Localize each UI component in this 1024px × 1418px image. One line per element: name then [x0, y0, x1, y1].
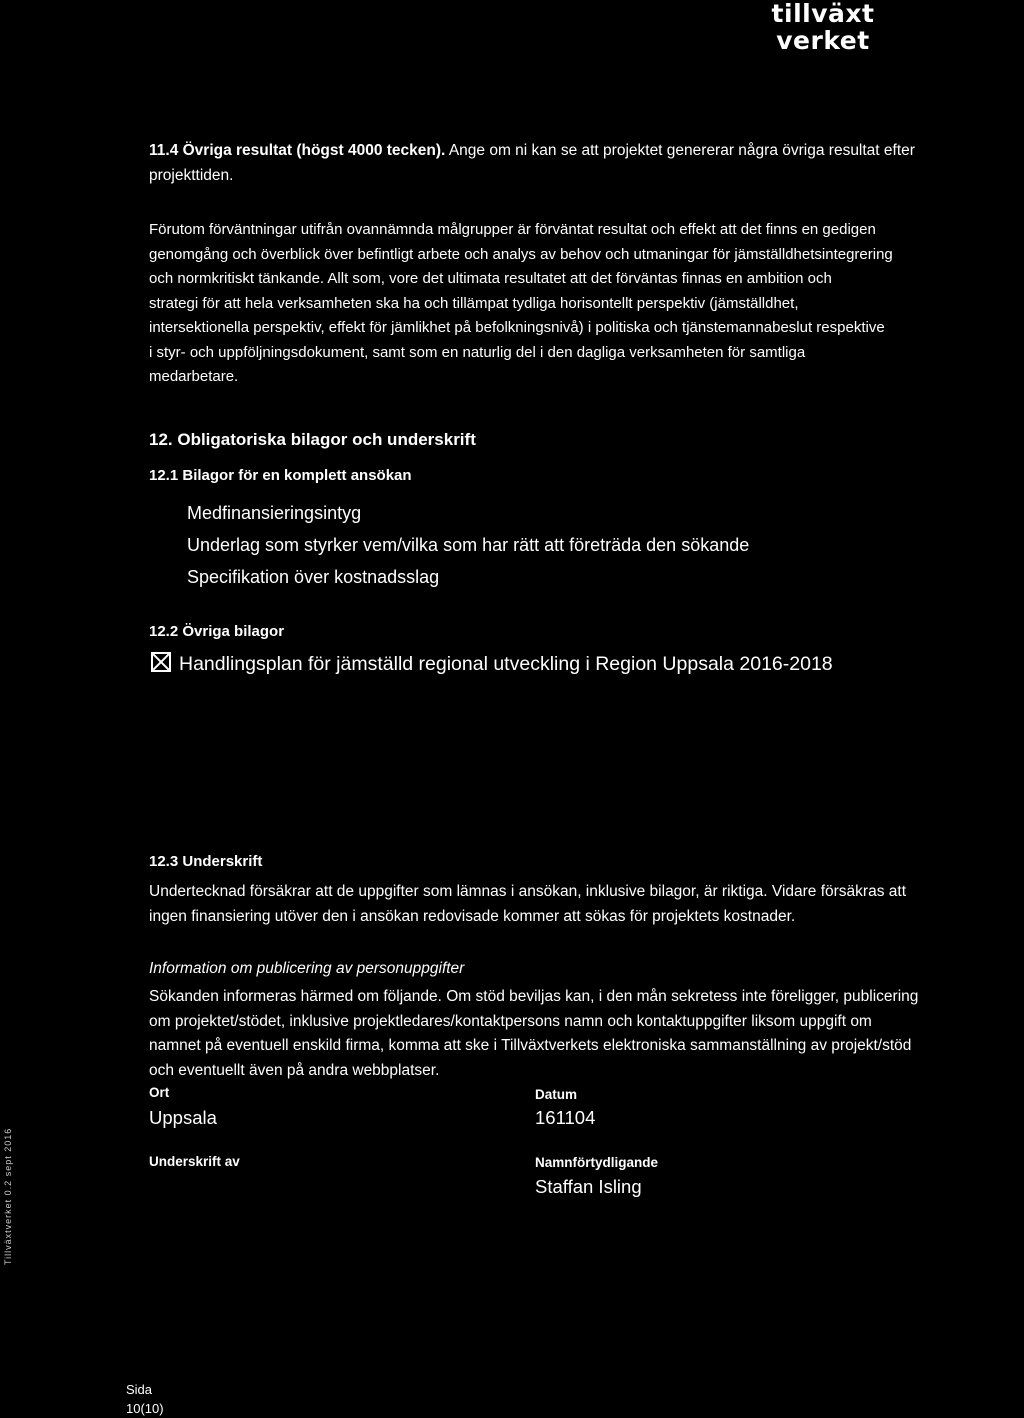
- attachment-item: Medfinansieringsintyg: [187, 503, 362, 523]
- publication-info-heading: Information om publicering av personuppgifter: [149, 960, 465, 977]
- info-line: Sökanden informeras härmed om följande. Om stöd beviljas kan, i den mån sekretess inte föreligger, publicering: [149, 988, 919, 1005]
- logo-line-2: verket: [776, 26, 870, 55]
- section-11-4-intro-line-1: Ange om ni kan se att projektet genererar några övriga resultat efter: [448, 142, 915, 159]
- declaration-line: ingen finansiering utöver den i ansökan redovisade kommer att sökas för projektets kostnader.: [149, 907, 796, 925]
- other-attachment-label: Handlingsplan för jämställd regional utveckling i Region Uppsala 2016-2018: [179, 653, 833, 675]
- section-11-4-body: [149, 218, 1024, 390]
- body-line: genomgång och överblick över befintligt arbete och analys av behov och utmaningar för jämställdhetsintegrering: [149, 245, 893, 263]
- other-attachment-row: [151, 652, 833, 676]
- body-line: och normkritiskt tänkande. Allt som, vore det ultimata resultatet att det förväntas finnas en ambition och: [149, 270, 832, 287]
- body-line: strategi för att hela verksamheten ska ha och tillämpat tydliga horisontellt perspektiv (jämställdhet,: [149, 294, 799, 312]
- publication-info-text: [149, 985, 1024, 1083]
- attachment-item: Specifikation över kostnadsslag: [187, 567, 440, 587]
- body-line: Förutom förväntningar utifrån ovannämnda målgrupper är förväntat resultat och effekt att det finns en gedigen: [149, 221, 876, 238]
- ort-label: Ort: [149, 1085, 170, 1100]
- section-12-3-heading: 12.3 Underskrift: [149, 853, 263, 870]
- attachment-item: Underlag som styrker vem/vilka som har rätt att företräda den sökande: [187, 535, 750, 555]
- body-line: medarbetare.: [149, 368, 239, 385]
- namnfortydligande-label: Namnförtydligande: [535, 1155, 659, 1170]
- namnfortydligande-value: Staffan Isling: [535, 1176, 642, 1197]
- signature-declaration: [149, 880, 1024, 929]
- datum-label: Datum: [535, 1087, 578, 1102]
- side-version-text: Tillväxtverket 0.2 sept 2016: [3, 1127, 13, 1265]
- section-12-1-heading: 12.1 Bilagor för en komplett ansökan: [149, 467, 412, 484]
- section-11-4-intro-line-2: projekttiden.: [149, 166, 234, 184]
- section-12-heading: 12. Obligatoriska bilagor och underskrift: [149, 430, 476, 449]
- declaration-line: Undertecknad försäkrar att de uppgifter som lämnas i ansökan, inklusive bilagor, är riktiga. Vidare försäkras att: [149, 883, 907, 900]
- info-line: namnet på eventuell enskild firma, komma att ske i Tillväxtverkets elektroniska sammanställning av projekt/stöd: [149, 1037, 912, 1054]
- info-line: och eventuellt även på andra webbplatser.: [149, 1061, 440, 1079]
- section-11-4-heading: 11.4 Övriga resultat (högst 4000 tecken).: [149, 142, 446, 159]
- underskrift-label: Underskrift av: [149, 1154, 240, 1169]
- page-number: [126, 1380, 164, 1418]
- page-count: 10(10): [126, 1401, 164, 1416]
- tillvaxtverket-logo: [763, 0, 883, 54]
- logo-line-1: tillväxt: [771, 0, 875, 28]
- datum-value: 161104: [535, 1107, 596, 1128]
- section-12-2-heading: 12.2 Övriga bilagor: [149, 623, 285, 640]
- sida-label: Sida: [126, 1382, 153, 1397]
- info-line: om projektet/stödet, inklusive projektledares/kontaktpersons namn och kontaktuppgifter liksom uppgift om: [149, 1012, 872, 1030]
- body-line: intersektionella perspektiv, effekt för jämlikhet på befolkningsnivå) i politiska och tjänstemannabeslut respektive: [149, 319, 885, 336]
- checked-checkbox-icon[interactable]: [151, 652, 171, 672]
- ort-value: Uppsala: [149, 1107, 217, 1128]
- section-11-4-intro: [149, 139, 1019, 188]
- body-line: i styr- och uppföljningsdokument, samt som en naturlig del i den dagliga verksamheten för samtliga: [149, 343, 806, 361]
